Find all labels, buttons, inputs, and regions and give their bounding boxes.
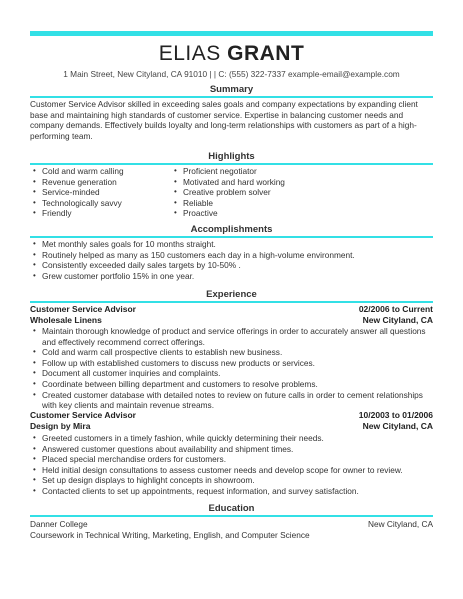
summary-heading: Summary bbox=[209, 84, 254, 95]
list-item: • Answered customer questions about availability and shipment times. bbox=[30, 444, 433, 455]
list-item: • Cold and warm calling bbox=[30, 166, 170, 177]
accomplishments-heading: Accomplishments bbox=[190, 224, 273, 235]
highlights-heading: Highlights bbox=[208, 151, 255, 162]
list-item: • Revenue generation bbox=[30, 177, 170, 188]
list-item: • Greeted customers in a timely fashion, while quickly determining their needs. bbox=[30, 433, 433, 444]
list-item: • Routinely helped as many as 150 customers each day in a high-volume environment. bbox=[30, 250, 433, 261]
job-location: New Cityland, CA bbox=[362, 421, 433, 431]
contact-line: 1 Main Street, New Cityland, CA 91010 | | C: (555) 322-7337 example-email@example.com bbox=[63, 69, 400, 79]
list-item: • Cold and warm call prospective clients to establish new business. bbox=[30, 347, 433, 358]
list-item: • Placed special merchandise orders for customers. bbox=[30, 454, 433, 465]
list-item: • Technologically savvy bbox=[30, 198, 170, 209]
list-item: • Maintain thorough knowledge of product and service offerings in order to accurately answer all questions and effectively recommend correct offerings. bbox=[30, 326, 433, 347]
list-item: • Consistently exceeded daily sales targets by 10-50% . bbox=[30, 260, 433, 271]
job-role: Customer Service Advisor bbox=[30, 410, 136, 420]
list-item: • Creative problem solver bbox=[171, 187, 331, 198]
last-name: GRANT bbox=[227, 42, 305, 65]
top-accent-bar bbox=[30, 31, 433, 36]
first-name: ELIAS bbox=[158, 42, 221, 65]
job-dates: 10/2003 to 01/2006 bbox=[358, 410, 433, 420]
job-1-title-row bbox=[30, 304, 433, 314]
school-name: Danner College bbox=[30, 519, 88, 529]
list-item: • Motivated and hard working bbox=[171, 177, 331, 188]
school-location: New Cityland, CA bbox=[367, 519, 433, 529]
list-item: • Grew customer portfolio 15% in one year. bbox=[30, 271, 433, 282]
education-heading: Education bbox=[208, 503, 255, 514]
list-item: • Follow up with established customers to discuss new products or services. bbox=[30, 358, 433, 369]
list-item: • Proactive bbox=[171, 208, 331, 219]
summary-rule bbox=[30, 96, 433, 98]
accomplishments-rule bbox=[30, 236, 433, 238]
list-item: • Reliable bbox=[171, 198, 331, 209]
job-2-title-row bbox=[30, 410, 433, 420]
list-item: • Coordinate between billing department and customers to resolve problems. bbox=[30, 379, 433, 390]
job-2-company-row bbox=[30, 421, 433, 431]
list-item: • Met monthly sales goals for 10 months straight. bbox=[30, 239, 433, 250]
education-school-row bbox=[30, 519, 433, 529]
job-role: Customer Service Advisor bbox=[30, 304, 136, 314]
job-company: Design by Mira bbox=[30, 421, 91, 431]
job-1-company-row bbox=[30, 315, 433, 325]
list-item: • Contacted clients to set up appointments, request information, and survey satisfaction. bbox=[30, 486, 433, 497]
candidate-name bbox=[0, 42, 463, 66]
education-detail: Coursework in Technical Writing, Marketing, English, and Computer Science bbox=[30, 530, 310, 540]
job-company: Wholesale Linens bbox=[30, 315, 102, 325]
list-item: • Service-minded bbox=[30, 187, 170, 198]
list-item: • Friendly bbox=[30, 208, 170, 219]
job-2-bullets bbox=[30, 433, 433, 497]
job-1-bullets bbox=[30, 326, 433, 411]
highlights-right-list bbox=[171, 166, 331, 219]
experience-rule bbox=[30, 301, 433, 303]
highlights-rule bbox=[30, 163, 433, 165]
list-item: • Held initial design consultations to assess customer needs and develop scope for owner to review. bbox=[30, 465, 433, 476]
job-dates: 02/2006 to Current bbox=[358, 304, 433, 314]
list-item: • Set up design displays to highlight concepts in showroom. bbox=[30, 475, 433, 486]
list-item: • Document all customer inquiries and complaints. bbox=[30, 368, 433, 379]
experience-heading: Experience bbox=[206, 289, 257, 300]
list-item: • Proficient negotiator bbox=[171, 166, 331, 177]
highlights-left-list bbox=[30, 166, 170, 219]
education-rule bbox=[30, 515, 433, 517]
job-location: New Cityland, CA bbox=[362, 315, 433, 325]
list-item: • Created customer database with detailed notes to review on future calls in order to cement relationships with key clients and maintain revenue streams. bbox=[30, 390, 433, 411]
summary-text: Customer Service Advisor skilled in exceeding sales goals and company expectations by expanding client base and maintaining high standards of customer service. Expertise in balancing customer needs and company demands. Effectively builds loyalty and long-term relationships with customers as part of a high-performing team. bbox=[30, 99, 418, 141]
accomplishments-list bbox=[30, 239, 433, 281]
